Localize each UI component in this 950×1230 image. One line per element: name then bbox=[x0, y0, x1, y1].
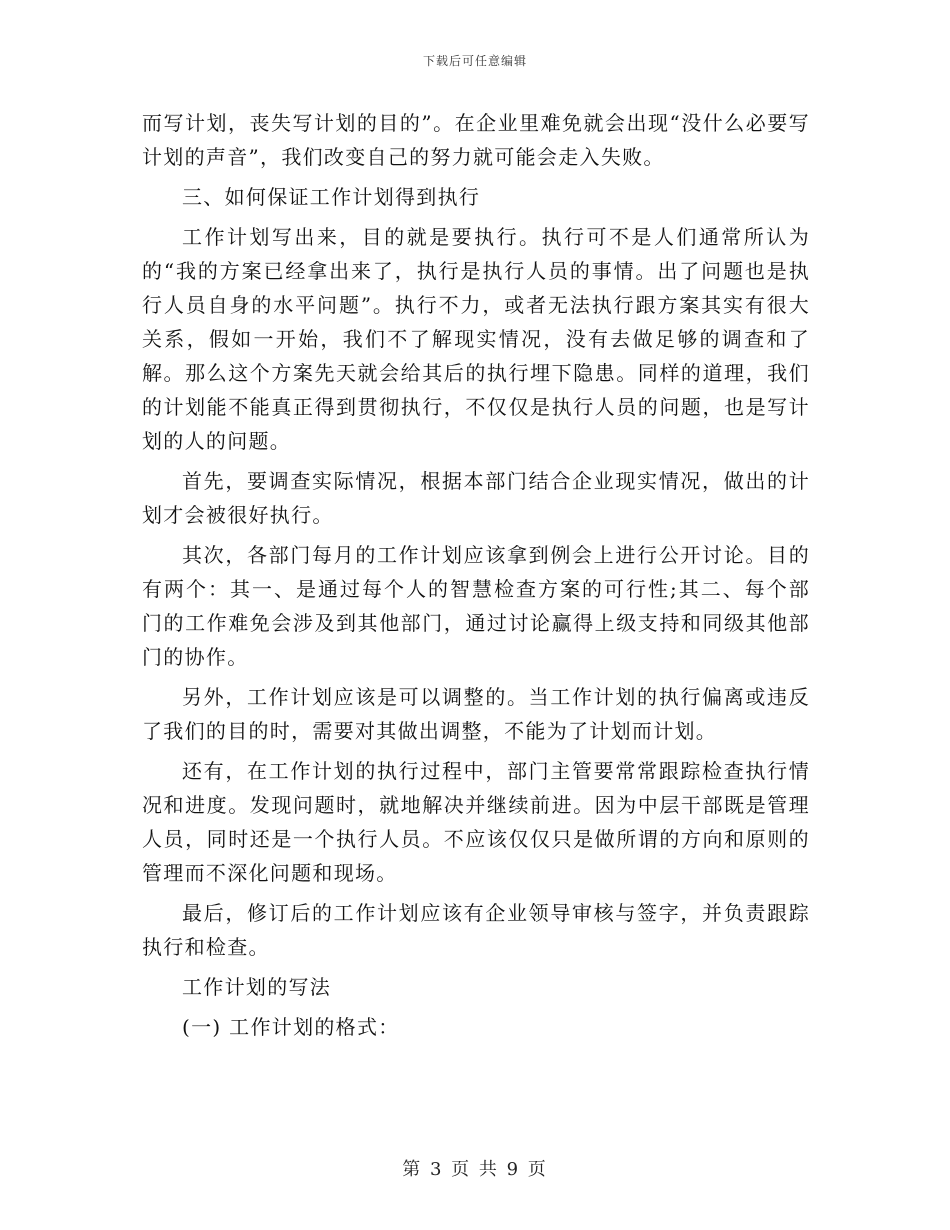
paragraph: 另外，工作计划应该是可以调整的。当工作计划的执行偏离或违反了我们的目的时，需要对其做出调整，不能为了计划而计划。 bbox=[142, 685, 810, 743]
page-number: 第 3 页 共 9 页 bbox=[402, 1159, 548, 1180]
paragraph: 其次，各部门每月的工作计划应该拿到例会上进行公开讨论。目的有两个：其一、是通过每个人的智慧检查方案的可行性;其二、每个部门的工作难免会涉及到其他部门，通过讨论赢得上级支持和同级其他部门的协作。 bbox=[142, 543, 810, 669]
section-heading: 三、如何保证工作计划得到执行 bbox=[182, 185, 481, 209]
paragraph-continuation: 而写计划，丧失写计划的目的”。在企业里难免就会出现“没什么必要写计划的声音”，我们改变自己的努力就可能会走入失败。 bbox=[142, 111, 810, 169]
subheading: (一) 工作计划的格式： bbox=[182, 1015, 400, 1039]
paragraph: 首先，要调查实际情况，根据本部门结合企业现实情况，做出的计划才会被很好执行。 bbox=[142, 469, 810, 527]
paragraph: 最后，修订后的工作计划应该有企业领导审核与签字，并负责跟踪执行和检查。 bbox=[142, 901, 810, 959]
paragraph: 还有，在工作计划的执行过程中，部门主管要常常跟踪检查执行情况和进度。发现问题时，就地解决并继续前进。因为中层干部既是管理人员，同时还是一个执行人员。不应该仅仅只是做所谓的方向和原则的管理而不深化问题和现场。 bbox=[142, 759, 810, 885]
subheading: 工作计划的写法 bbox=[182, 975, 332, 999]
document-body bbox=[142, 106, 810, 1050]
page-header: 下载后可任意编辑 bbox=[422, 54, 527, 68]
paragraph: 工作计划写出来，目的就是要执行。执行可不是人们通常所认为的“我的方案已经拿出来了，执行是执行人员的事情。出了问题也是执行人员自身的水平问题”。执行不力，或者无法执行跟方案其实有很大关系，假如一开始，我们不了解现实情况，没有去做足够的调查和了解。那么这个方案先天就会给其后的执行埋下隐患。同样的道理，我们的计划能不能真正得到贯彻执行，不仅仅是执行人员的问题，也是写计划的人的问题。 bbox=[142, 225, 810, 453]
